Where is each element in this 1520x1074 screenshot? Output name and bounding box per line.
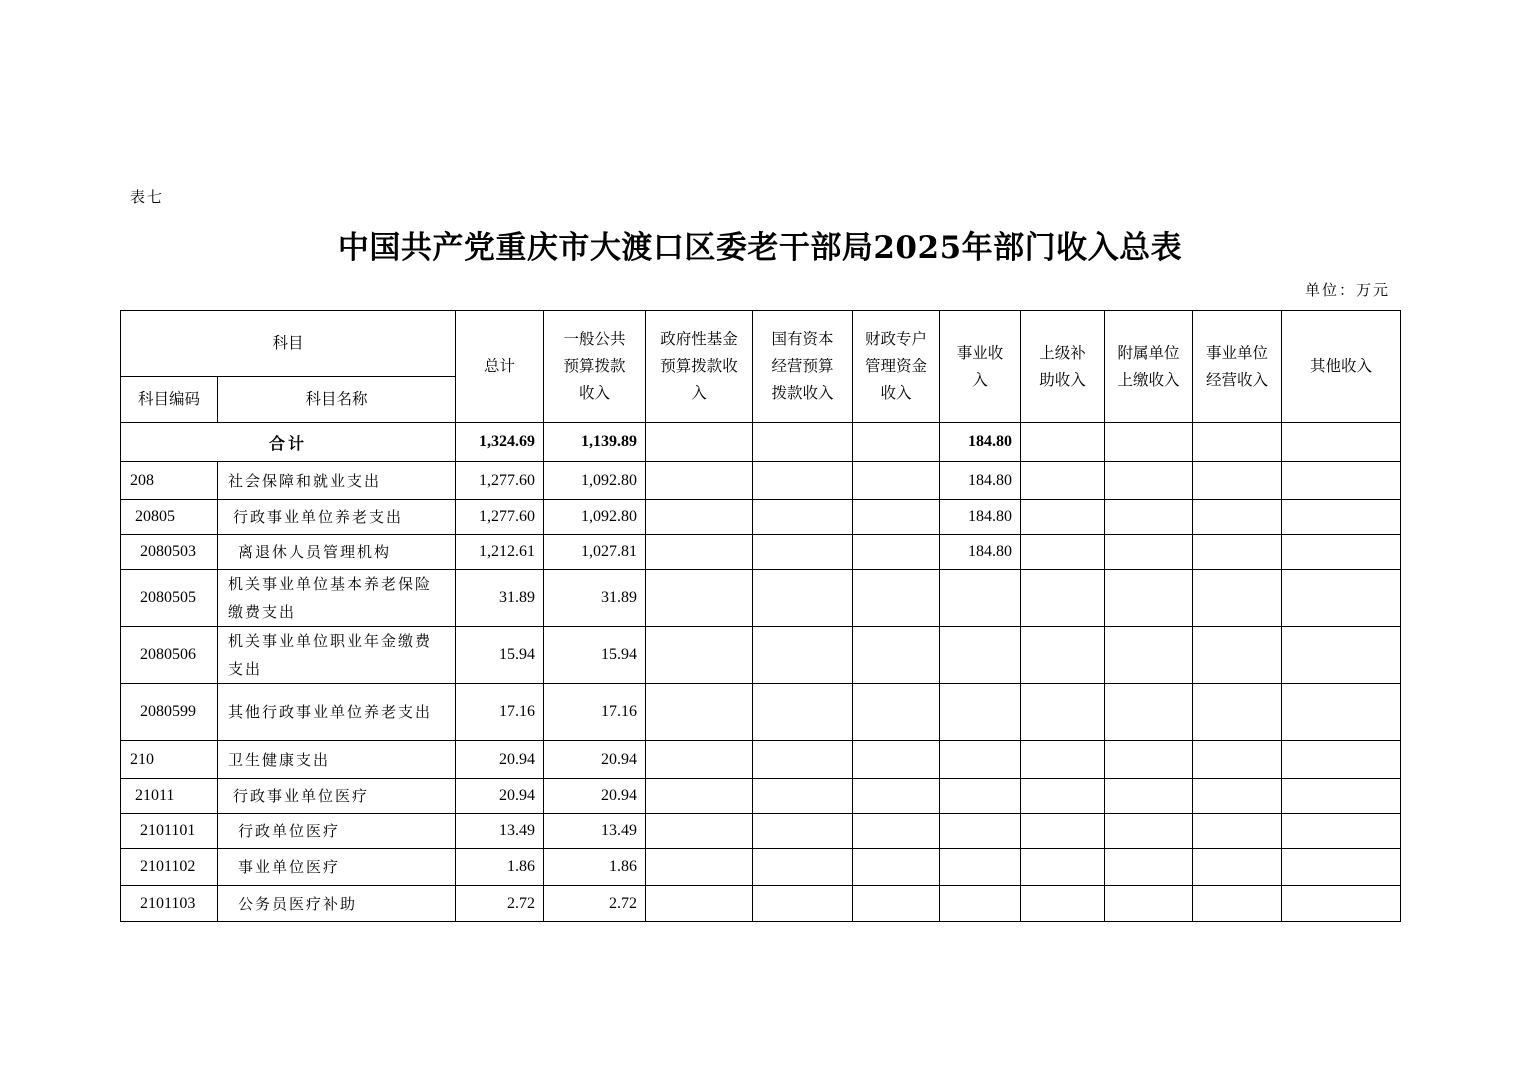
header-business-income: 事业收入: [940, 311, 1021, 423]
row-business-income: [940, 814, 1021, 849]
unit-label: 单位：万元: [1304, 281, 1390, 299]
header-code: 科目编码: [121, 377, 218, 423]
table-row: [121, 462, 1401, 500]
row-code: 2080506: [121, 627, 218, 684]
row-name: 行政事业单位养老支出: [218, 500, 456, 535]
totals-affiliated-remit: [1105, 423, 1193, 462]
row-business-income: 184.80: [940, 535, 1021, 570]
row-code: 2080505: [121, 570, 218, 627]
row-general-budget: 2.72: [544, 886, 646, 922]
row-code: 20805: [121, 500, 218, 535]
row-general-budget: 1,027.81: [544, 535, 646, 570]
row-general-budget: 20.94: [544, 741, 646, 779]
row-code: 210: [121, 741, 218, 779]
totals-business-income: 184.80: [940, 423, 1021, 462]
row-total: 17.16: [456, 684, 544, 741]
row-total: 1,277.60: [456, 500, 544, 535]
totals-general-budget: 1,139.89: [544, 423, 646, 462]
row-code: 2101103: [121, 886, 218, 922]
row-business-income: [940, 849, 1021, 886]
row-business-income: [940, 779, 1021, 814]
row-name: 机关事业单位职业年金缴费支出: [218, 627, 456, 684]
row-general-budget: 15.94: [544, 627, 646, 684]
table-row: [121, 684, 1401, 741]
income-table: [120, 310, 1401, 922]
row-total: 20.94: [456, 779, 544, 814]
row-code: 2101102: [121, 849, 218, 886]
row-code: 208: [121, 462, 218, 500]
totals-fiscal-special: [853, 423, 940, 462]
row-total: 1,277.60: [456, 462, 544, 500]
header-fiscal-special: 财政专户管理资金收入: [853, 311, 940, 423]
row-name: 社会保障和就业支出: [218, 462, 456, 500]
totals-label: 合计: [121, 423, 456, 462]
table-row: [121, 814, 1401, 849]
row-general-budget: 1.86: [544, 849, 646, 886]
row-general-budget: 1,092.80: [544, 462, 646, 500]
table-row: [121, 570, 1401, 627]
table-row: [121, 500, 1401, 535]
row-general-budget: 1,092.80: [544, 500, 646, 535]
table-row: [121, 535, 1401, 570]
table-row: [121, 886, 1401, 922]
row-business-income: [940, 570, 1021, 627]
row-code: 2101101: [121, 814, 218, 849]
row-general-budget: 13.49: [544, 814, 646, 849]
header-subject: 科目: [121, 311, 456, 377]
row-business-income: [940, 886, 1021, 922]
row-total: 15.94: [456, 627, 544, 684]
row-total: 13.49: [456, 814, 544, 849]
row-name: 卫生健康支出: [218, 741, 456, 779]
header-superior-subsidy: 上级补助收入: [1021, 311, 1105, 423]
row-name: 行政事业单位医疗: [218, 779, 456, 814]
table-row: [121, 741, 1401, 779]
row-business-income: 184.80: [940, 462, 1021, 500]
page-title: 中国共产党重庆市大渡口区委老干部局2025年部门收入总表: [337, 230, 1183, 266]
row-general-budget: 20.94: [544, 779, 646, 814]
row-business-income: [940, 627, 1021, 684]
table-row: [121, 627, 1401, 684]
row-business-income: [940, 741, 1021, 779]
row-name: 事业单位医疗: [218, 849, 456, 886]
totals-business-operation: [1193, 423, 1282, 462]
row-business-income: 184.80: [940, 500, 1021, 535]
row-name: 公务员医疗补助: [218, 886, 456, 922]
header-total: 总计: [456, 311, 544, 423]
header-affiliated-remit: 附属单位上缴收入: [1105, 311, 1193, 423]
totals-state-capital: [753, 423, 853, 462]
row-total: 1,212.61: [456, 535, 544, 570]
table-number-label: 表七: [130, 188, 165, 206]
row-name: 其他行政事业单位养老支出: [218, 684, 456, 741]
row-code: 21011: [121, 779, 218, 814]
header-other-income: 其他收入: [1282, 311, 1401, 423]
row-general-budget: 17.16: [544, 684, 646, 741]
row-code: 2080599: [121, 684, 218, 741]
totals-gov-fund: [646, 423, 753, 462]
header-state-capital: 国有资本经营预算拨款收入: [753, 311, 853, 423]
totals-total: 1,324.69: [456, 423, 544, 462]
row-total: 2.72: [456, 886, 544, 922]
row-business-income: [940, 684, 1021, 741]
header-general-budget: 一般公共预算拨款收入: [544, 311, 646, 423]
row-total: 1.86: [456, 849, 544, 886]
totals-row: [121, 423, 1401, 462]
row-code: 2080503: [121, 535, 218, 570]
table-row: [121, 779, 1401, 814]
row-name: 行政单位医疗: [218, 814, 456, 849]
header-name: 科目名称: [218, 377, 456, 423]
row-name: 离退休人员管理机构: [218, 535, 456, 570]
table-row: [121, 849, 1401, 886]
totals-other-income: [1282, 423, 1401, 462]
row-general-budget: 31.89: [544, 570, 646, 627]
row-total: 20.94: [456, 741, 544, 779]
header-gov-fund: 政府性基金预算拨款收入: [646, 311, 753, 423]
header-business-operation: 事业单位经营收入: [1193, 311, 1282, 423]
row-total: 31.89: [456, 570, 544, 627]
row-name: 机关事业单位基本养老保险缴费支出: [218, 570, 456, 627]
totals-superior-subsidy: [1021, 423, 1105, 462]
